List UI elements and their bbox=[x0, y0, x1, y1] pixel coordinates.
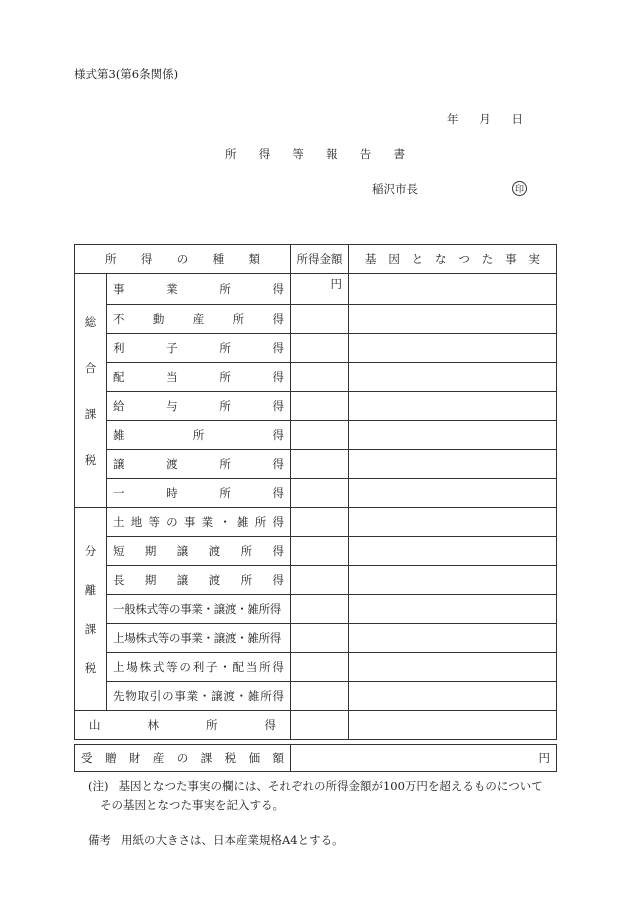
char: 得 bbox=[272, 399, 284, 413]
char: 合 bbox=[84, 360, 97, 375]
income-type-cell bbox=[107, 334, 291, 363]
char: 山 bbox=[89, 718, 101, 732]
char: 得 bbox=[272, 544, 284, 558]
cause-cell bbox=[349, 508, 557, 537]
char: 事 bbox=[183, 515, 196, 529]
table-row bbox=[75, 450, 557, 479]
amount-cell bbox=[291, 274, 349, 305]
char: 得 bbox=[272, 370, 284, 384]
char: 財 bbox=[128, 751, 141, 765]
char: 事 bbox=[174, 689, 186, 703]
cause-cell bbox=[349, 566, 557, 595]
char: 譲 bbox=[113, 457, 125, 471]
amount-cell bbox=[291, 711, 349, 740]
income-type-label bbox=[113, 543, 284, 559]
gift-tax-table bbox=[74, 744, 557, 772]
table-row bbox=[75, 421, 557, 450]
note bbox=[88, 777, 543, 815]
amount-cell bbox=[291, 624, 349, 653]
amount-cell bbox=[291, 595, 349, 624]
char: 得 bbox=[272, 341, 284, 355]
char: 得 bbox=[272, 486, 284, 500]
note-prefix: (注) bbox=[88, 779, 109, 793]
note-text-2: その基因となつた事実を記入する。 bbox=[100, 798, 284, 812]
char: 事 bbox=[505, 252, 517, 266]
char: 総 bbox=[84, 314, 97, 329]
char: 雑 bbox=[113, 428, 125, 442]
char: 類 bbox=[248, 252, 260, 266]
form-number: 様式第3(第6条関係) bbox=[74, 67, 179, 81]
amount-cell bbox=[291, 508, 349, 537]
char: の bbox=[162, 689, 174, 703]
char: 動 bbox=[152, 312, 165, 326]
char: 渡 bbox=[208, 544, 221, 558]
char: 譲 bbox=[176, 544, 189, 558]
char: ・ bbox=[219, 515, 231, 529]
date-day: 日 bbox=[511, 112, 523, 126]
char: 等 bbox=[292, 147, 304, 161]
char: 因 bbox=[388, 252, 400, 266]
char: 課 bbox=[84, 406, 97, 421]
group-label bbox=[75, 299, 106, 483]
char: 利 bbox=[192, 660, 205, 674]
char: 譲 bbox=[211, 689, 223, 703]
char: 所 bbox=[232, 312, 245, 326]
table-row bbox=[75, 537, 557, 566]
char: の bbox=[166, 515, 178, 529]
char: 等 bbox=[148, 515, 160, 529]
char: 林 bbox=[147, 718, 159, 732]
char: つ bbox=[458, 252, 470, 266]
income-type-cell bbox=[107, 653, 291, 682]
amount-cell bbox=[291, 363, 349, 392]
cause-cell bbox=[349, 392, 557, 421]
char: 取 bbox=[137, 689, 150, 703]
income-type-cell bbox=[107, 392, 291, 421]
char: 報 bbox=[326, 147, 338, 161]
char: 給 bbox=[113, 399, 125, 413]
income-type-cell bbox=[107, 479, 291, 508]
group-label-cell bbox=[75, 274, 107, 508]
amount-cell bbox=[291, 479, 349, 508]
amount-cell bbox=[291, 421, 349, 450]
char: 所 bbox=[219, 399, 231, 413]
char: 得 bbox=[272, 515, 284, 529]
table-row bbox=[75, 305, 557, 334]
income-type-label bbox=[113, 485, 284, 501]
amount-cell bbox=[291, 682, 349, 711]
table-row bbox=[75, 653, 557, 682]
forestry-label-cell bbox=[75, 711, 291, 740]
remarks bbox=[88, 832, 344, 848]
document-title bbox=[225, 146, 405, 162]
income-type-cell bbox=[107, 363, 291, 392]
income-type-label bbox=[113, 659, 284, 675]
income-type-label: 上場株式等の事業・譲渡・雑所得 bbox=[113, 631, 281, 645]
char: 得 bbox=[272, 689, 284, 703]
char: 所 bbox=[219, 370, 231, 384]
char: 所 bbox=[219, 486, 231, 500]
income-type-cell bbox=[107, 508, 291, 537]
char: 業 bbox=[186, 689, 199, 703]
char: 種 bbox=[212, 252, 225, 266]
gift-label bbox=[81, 750, 284, 766]
char: 所 bbox=[206, 718, 218, 732]
char: 所 bbox=[240, 573, 253, 587]
table-row bbox=[75, 392, 557, 421]
char: 子 bbox=[205, 660, 218, 674]
char: 利 bbox=[113, 341, 125, 355]
char: 期 bbox=[144, 573, 157, 587]
table-row bbox=[75, 682, 557, 711]
income-type-label bbox=[113, 311, 284, 327]
income-type-label: 一般株式等の事業・譲渡・雑所得 bbox=[113, 602, 281, 616]
table-row bbox=[75, 711, 557, 740]
char: の bbox=[176, 751, 189, 765]
cause-cell bbox=[349, 274, 557, 305]
income-type-label bbox=[113, 688, 284, 704]
char: 得 bbox=[258, 147, 271, 161]
char: 不 bbox=[113, 312, 125, 326]
char: 告 bbox=[359, 147, 372, 161]
char: 得 bbox=[272, 312, 284, 326]
amount-cell bbox=[291, 537, 349, 566]
cause-cell bbox=[349, 595, 557, 624]
income-type-cell bbox=[107, 595, 291, 624]
income-type-cell bbox=[107, 305, 291, 334]
char: 地 bbox=[130, 515, 143, 529]
header-cause-cell bbox=[349, 245, 557, 274]
char: 長 bbox=[113, 573, 125, 587]
char: 得 bbox=[272, 660, 284, 674]
cause-cell bbox=[349, 624, 557, 653]
income-type-label bbox=[113, 514, 284, 530]
income-type-label bbox=[113, 398, 284, 414]
char: 基 bbox=[365, 252, 377, 266]
income-table bbox=[74, 244, 557, 740]
char: 渡 bbox=[208, 573, 221, 587]
amount-cell bbox=[291, 334, 349, 363]
char: と bbox=[411, 252, 424, 266]
table-row bbox=[75, 595, 557, 624]
char: 時 bbox=[166, 486, 178, 500]
char: ・ bbox=[198, 689, 211, 703]
char: 税 bbox=[224, 751, 237, 765]
date-line bbox=[447, 111, 523, 127]
char: 雑 bbox=[247, 689, 260, 703]
group-label bbox=[75, 531, 106, 687]
income-type-cell bbox=[107, 624, 291, 653]
char: 式 bbox=[152, 660, 165, 674]
cause-cell bbox=[349, 653, 557, 682]
char: 書 bbox=[393, 147, 405, 161]
char: 得 bbox=[272, 282, 284, 296]
char: 離 bbox=[84, 582, 97, 597]
table-row bbox=[75, 479, 557, 508]
cause-cell bbox=[349, 334, 557, 363]
char: 所 bbox=[254, 515, 267, 529]
char: な bbox=[435, 252, 447, 266]
amount-cell bbox=[291, 653, 349, 682]
date-year: 年 bbox=[447, 112, 459, 126]
income-type-label bbox=[113, 456, 284, 472]
char: 渡 bbox=[223, 689, 235, 703]
cause-cell bbox=[349, 682, 557, 711]
char: 当 bbox=[166, 370, 178, 384]
cause-cell bbox=[349, 363, 557, 392]
char: 渡 bbox=[166, 457, 178, 471]
char: 税 bbox=[84, 452, 97, 467]
remarks-text: 用紙の大きさは、日本産業規格A4とする。 bbox=[121, 833, 344, 847]
cause-cell bbox=[349, 450, 557, 479]
cause-cell bbox=[349, 421, 557, 450]
char: 短 bbox=[113, 544, 125, 558]
char: 子 bbox=[166, 341, 178, 355]
income-type-cell bbox=[107, 421, 291, 450]
gift-label-cell bbox=[75, 745, 291, 772]
char: 所 bbox=[240, 544, 253, 558]
char: 譲 bbox=[176, 573, 189, 587]
char: 所 bbox=[219, 457, 231, 471]
seal-icon: 印 bbox=[512, 181, 527, 196]
gift-unit: 円 bbox=[538, 751, 550, 765]
char: 等 bbox=[166, 660, 178, 674]
char: ・ bbox=[235, 689, 248, 703]
income-type-cell bbox=[107, 682, 291, 711]
char: 産 bbox=[152, 751, 165, 765]
income-type-cell bbox=[107, 566, 291, 595]
char: 分 bbox=[84, 543, 97, 558]
char: 当 bbox=[245, 660, 258, 674]
header-cause bbox=[355, 251, 550, 267]
remarks-label: 備考 bbox=[88, 833, 111, 847]
note-line-2 bbox=[88, 796, 543, 815]
amount-cell bbox=[291, 566, 349, 595]
char: 業 bbox=[201, 515, 214, 529]
char: 所 bbox=[259, 660, 271, 674]
cause-cell bbox=[349, 537, 557, 566]
char: 事 bbox=[113, 282, 125, 296]
cause-cell bbox=[349, 305, 557, 334]
char: 株 bbox=[139, 660, 152, 674]
header-type-cell bbox=[75, 245, 291, 274]
note-text-1: 基因となつた事実の欄には、それぞれの所得金額が100万円を超えるものについて bbox=[118, 779, 543, 793]
char: 得 bbox=[272, 573, 284, 587]
char: 産 bbox=[192, 312, 205, 326]
amount-cell bbox=[291, 305, 349, 334]
income-type-cell bbox=[107, 450, 291, 479]
income-type-label bbox=[113, 572, 284, 588]
date-month: 月 bbox=[479, 112, 491, 126]
char: 雑 bbox=[237, 515, 249, 529]
cause-cell bbox=[349, 479, 557, 508]
header-row bbox=[75, 245, 557, 274]
income-type-label bbox=[113, 427, 284, 443]
char: 配 bbox=[232, 660, 245, 674]
char: 引 bbox=[149, 689, 162, 703]
char: 土 bbox=[113, 515, 125, 529]
char: 得 bbox=[140, 252, 153, 266]
char: 得 bbox=[272, 457, 284, 471]
char: 所 bbox=[260, 689, 272, 703]
amount-cell bbox=[291, 392, 349, 421]
cause-cell bbox=[349, 711, 557, 740]
char: 実 bbox=[528, 252, 540, 266]
char: 所 bbox=[105, 252, 117, 266]
char: の bbox=[176, 252, 189, 266]
forestry-label bbox=[81, 717, 284, 733]
char: の bbox=[179, 660, 191, 674]
char: 一 bbox=[113, 486, 125, 500]
char: ・ bbox=[219, 660, 231, 674]
income-type-label bbox=[113, 340, 284, 356]
char: 税 bbox=[84, 660, 97, 675]
table-row bbox=[75, 624, 557, 653]
char: 得 bbox=[264, 718, 276, 732]
gift-value-cell bbox=[291, 745, 557, 772]
char: 所 bbox=[219, 282, 231, 296]
char: 贈 bbox=[104, 751, 117, 765]
table-row bbox=[75, 274, 557, 305]
income-type-cell bbox=[107, 274, 291, 305]
amount-cell bbox=[291, 450, 349, 479]
char: た bbox=[481, 252, 494, 266]
char: 所 bbox=[219, 341, 231, 355]
income-type-label bbox=[113, 281, 284, 297]
char: 先 bbox=[113, 689, 125, 703]
income-type-cell bbox=[107, 537, 291, 566]
char: 期 bbox=[144, 544, 157, 558]
char: 課 bbox=[84, 621, 97, 636]
char: 業 bbox=[166, 282, 178, 296]
income-type-label bbox=[113, 369, 284, 385]
table-row bbox=[75, 334, 557, 363]
note-line-1 bbox=[88, 777, 543, 796]
table-row bbox=[75, 363, 557, 392]
addressee: 稲沢市長 bbox=[372, 182, 418, 196]
char: 価 bbox=[248, 751, 261, 765]
char: 課 bbox=[200, 751, 213, 765]
header-amount-cell: 所得金額 bbox=[291, 245, 349, 274]
char: 額 bbox=[272, 751, 284, 765]
char: 配 bbox=[113, 370, 125, 384]
char: 所 bbox=[192, 428, 205, 442]
table-row bbox=[75, 508, 557, 537]
char: 上 bbox=[113, 660, 125, 674]
yen-unit: 円 bbox=[330, 277, 342, 291]
header-type bbox=[81, 251, 284, 267]
char: 物 bbox=[125, 689, 137, 703]
char: 場 bbox=[126, 660, 138, 674]
seal-mark bbox=[512, 181, 527, 196]
table-row bbox=[75, 566, 557, 595]
char: 受 bbox=[81, 751, 93, 765]
group-label-cell bbox=[75, 508, 107, 711]
char: 得 bbox=[272, 428, 284, 442]
char: 与 bbox=[166, 399, 178, 413]
char: 所 bbox=[225, 147, 237, 161]
